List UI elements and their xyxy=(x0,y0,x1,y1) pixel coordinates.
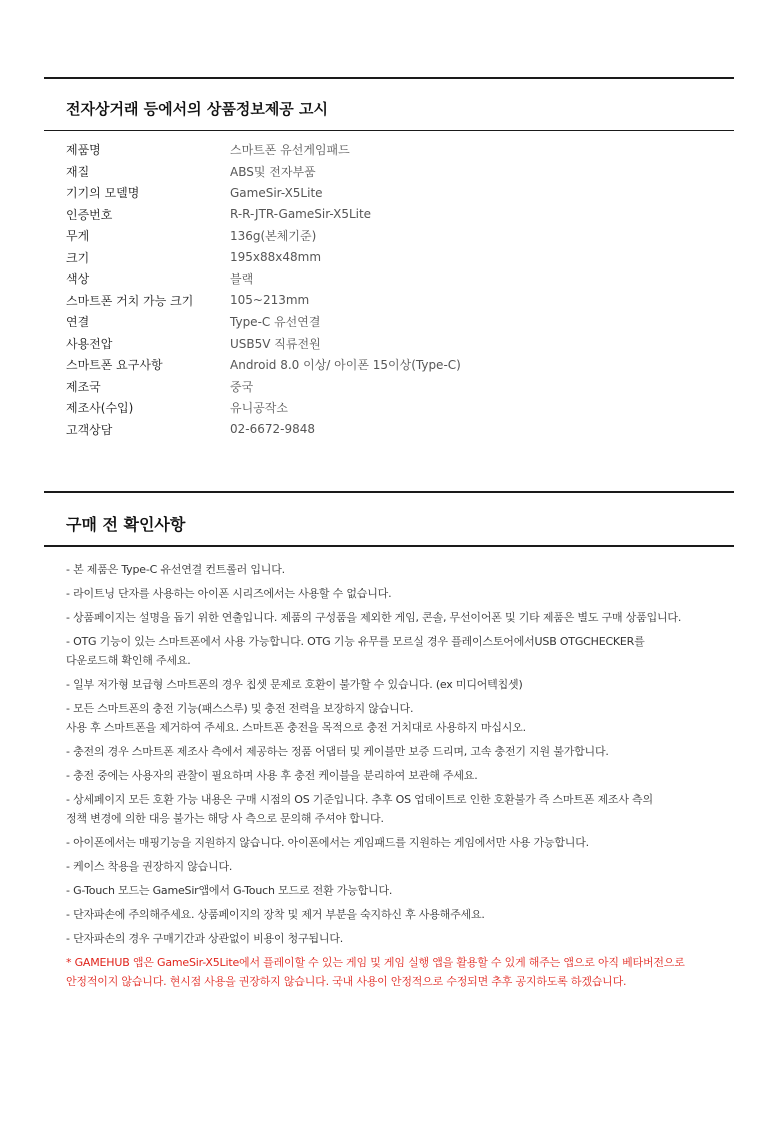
spec-value: 블랙 xyxy=(230,272,254,287)
product-info-title: 전자상거래 등에서의 상품정보제공 고시 xyxy=(66,100,328,118)
notice-item: - 아이폰에서는 매핑기능을 지원하지 않습니다. 아이폰에서는 게임패드를 지원하는 게임에서만 사용 가능합니다. xyxy=(66,836,589,849)
spec-value: 유니공작소 xyxy=(230,401,288,416)
spec-value: Type-C 유선연결 xyxy=(230,315,321,330)
spec-table xyxy=(66,139,734,440)
spec-value: R-R-JTR-GameSir-X5Lite xyxy=(230,207,372,222)
notice-item: - 케이스 착용을 권장하지 않습니다. xyxy=(66,860,233,873)
spec-row xyxy=(66,268,734,290)
spec-row xyxy=(66,333,734,355)
spec-value: 스마트폰 유선게임패드 xyxy=(230,143,350,158)
product-info-section xyxy=(44,77,734,440)
notice-item: - 상품페이지는 설명을 돕기 위한 연출입니다. 제품의 구성품을 제외한 게임, 콘솔, 무선이어폰 및 기타 제품은 별도 구매 상품입니다. xyxy=(66,611,682,624)
spec-label: 고객상담 xyxy=(66,422,113,437)
spec-row xyxy=(66,161,734,183)
notice-item: - OTG 기능이 있는 스마트폰에서 사용 가능합니다. OTG 기능 유무를 모르실 경우 플레이스토어에서USB OTGCHECKER를 다운로드해 확인해 주세요. xyxy=(66,635,645,667)
notice-item: - 상세페이지 모든 호환 가능 내용은 구매 시점의 OS 기준입니다. 추후 OS 업데이트로 인한 호환불가 즉 스마트폰 제조사 측의 정책 변경에 의한 대응 불가는 해당 사 측으로 문의해 주셔야 합니다. xyxy=(66,793,653,825)
notice-item: - 본 제품은 Type-C 유선연결 컨트롤러 입니다. xyxy=(66,563,285,576)
spec-value: Android 8.0 이상/ 아이폰 15이상(Type-C) xyxy=(230,358,461,373)
purchase-notice-title: 구매 전 확인사항 xyxy=(66,515,186,534)
notice-item: - 충전의 경우 스마트폰 제조사 측에서 제공하는 정품 어댑터 및 케이블만 보증 드리며, 고속 충전기 지원 불가합니다. xyxy=(66,745,609,758)
purchase-notice-section xyxy=(44,491,734,996)
spec-row xyxy=(66,376,734,398)
spec-label: 연결 xyxy=(66,315,90,330)
spec-row xyxy=(66,419,734,441)
spec-value: 02-6672-9848 xyxy=(230,422,316,437)
spec-label: 스마트폰 거치 가능 크기 xyxy=(66,293,194,308)
section-header-divider xyxy=(44,130,734,131)
notice-item: - 일부 저가형 보급형 스마트폰의 경우 칩셋 문제로 호환이 불가할 수 있습니다. (ex 미디어텍칩셋) xyxy=(66,678,523,691)
notice-list xyxy=(66,560,736,991)
spec-label: 제조사(수입) xyxy=(66,401,134,416)
spec-label: 제조국 xyxy=(66,379,101,394)
spec-value: 105~213mm xyxy=(230,293,310,308)
spec-row xyxy=(66,204,734,226)
spec-label: 스마트폰 요구사항 xyxy=(66,358,163,373)
spec-label: 무게 xyxy=(66,229,90,244)
spec-value: 195x88x48mm xyxy=(230,250,322,265)
spec-label: 제품명 xyxy=(66,143,101,158)
spec-value: GameSir-X5Lite xyxy=(230,185,323,200)
notice-item: - 충전 중에는 사용자의 관찰이 필요하며 사용 후 충전 케이블을 분리하여 보관해 주세요. xyxy=(66,769,478,782)
spec-label: 크기 xyxy=(66,250,90,265)
spec-row xyxy=(66,397,734,419)
gamehub-warning: * GAMEHUB 앱은 GameSir-X5Lite에서 플레이할 수 있는 게임 및 게임 실행 앱을 활용할 수 있게 해주는 앱으로 아직 베타버전으로 안정적이지 않습니다. 현시점 사용을 권장하지 않습니다. 국내 사용이 안정적으로 수정되면 추후 공지하도록 하겠습니다. xyxy=(66,956,685,988)
spec-row xyxy=(66,290,734,312)
notice-item: - G-Touch 모드는 GameSir앱에서 G-Touch 모드로 전환 가능합니다. xyxy=(66,884,393,897)
spec-row xyxy=(66,247,734,269)
section-header-divider xyxy=(44,545,734,547)
spec-label: 재질 xyxy=(66,164,90,179)
spec-value: 136g(본체기준) xyxy=(230,229,317,244)
spec-row xyxy=(66,182,734,204)
spec-row xyxy=(66,225,734,247)
spec-label: 기기의 모델명 xyxy=(66,186,140,201)
spec-label: 인증번호 xyxy=(66,207,113,222)
notice-item: - 단자파손에 주의해주세요. 상품페이지의 장착 및 제거 부분을 숙지하신 후 사용해주세요. xyxy=(66,908,485,921)
spec-value: 중국 xyxy=(230,379,254,394)
spec-row xyxy=(66,311,734,333)
notice-item: - 모든 스마트폰의 충전 기능(패스스루) 및 충전 전력을 보장하지 않습니다. 사용 후 스마트폰을 제거하여 주세요. 스마트폰 충전을 목적으로 충전 거치대로 사용하지 마십시오. xyxy=(66,702,526,734)
spec-row xyxy=(66,354,734,376)
spec-value: USB5V 직류전원 xyxy=(230,336,321,351)
spec-row xyxy=(66,139,734,161)
spec-label: 색상 xyxy=(66,272,90,287)
spec-label: 사용전압 xyxy=(66,336,113,351)
spec-value: ABS및 전자부품 xyxy=(230,164,316,179)
notice-item: - 단자파손의 경우 구매기간과 상관없이 비용이 청구됩니다. xyxy=(66,932,344,945)
notice-item: - 라이트닝 단자를 사용하는 아이폰 시리즈에서는 사용할 수 없습니다. xyxy=(66,587,392,600)
